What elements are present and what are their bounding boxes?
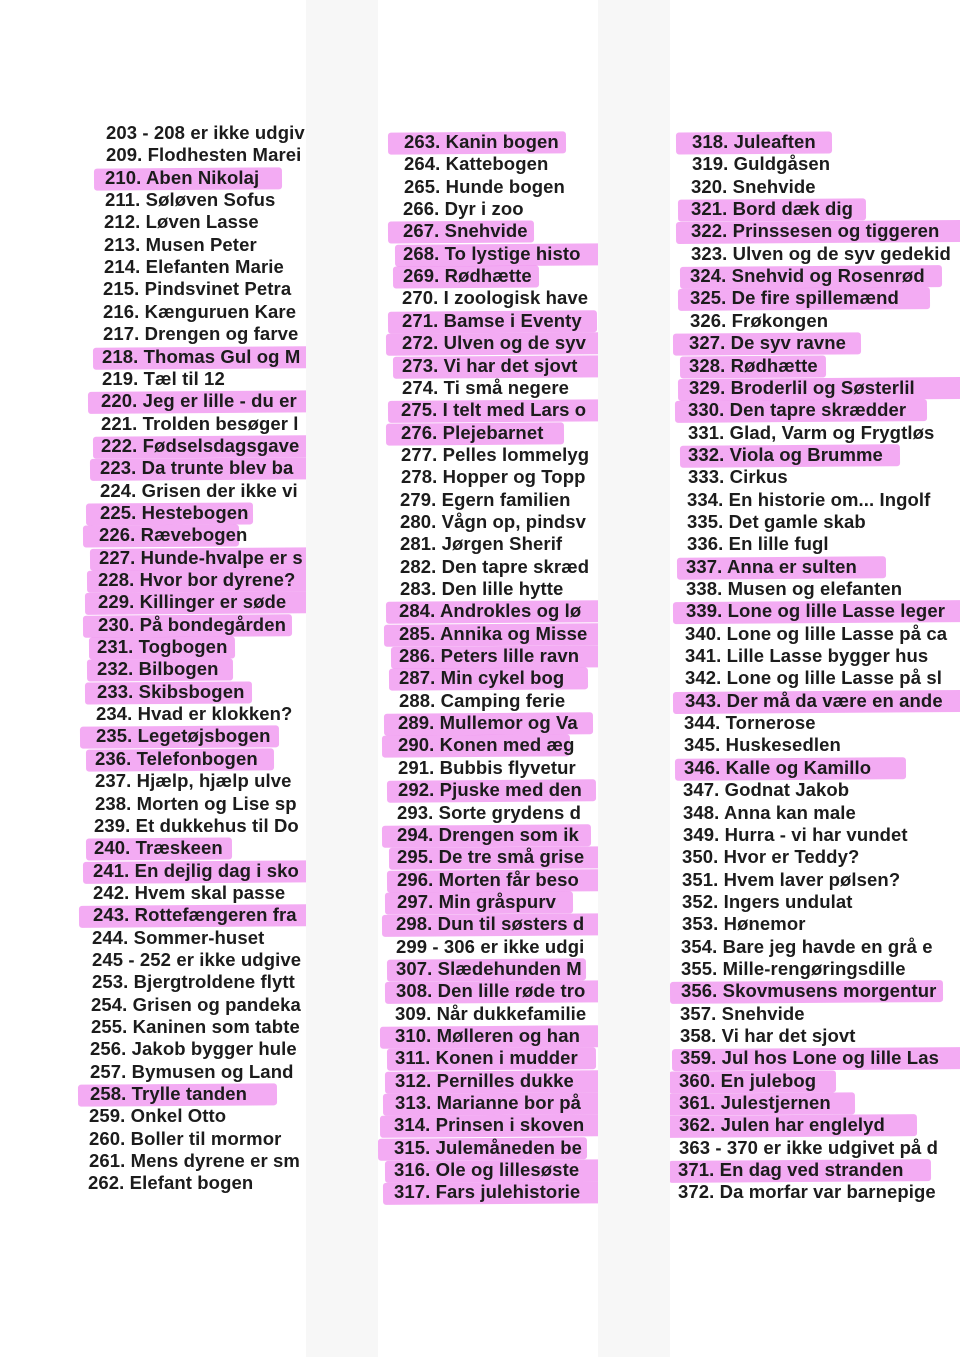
book-entry: 309. Når dukkefamilie xyxy=(395,1003,587,1024)
book-entry: 336. En lille fugl xyxy=(687,533,829,554)
book-entry: 327. De syv ravne xyxy=(689,332,847,353)
book-entry: 230. På bondegården xyxy=(98,614,286,635)
book-entry: 273. Vi har det sjovt xyxy=(402,355,578,376)
book-entry: 267. Snehvide xyxy=(403,220,528,241)
book-entry: 262. Elefant bogen xyxy=(88,1172,254,1193)
book-entry: 264. Kattebogen xyxy=(404,153,549,174)
book-entry: 235. Legetøjsbogen xyxy=(96,725,271,746)
book-entry: 220. Jeg er lille - du er xyxy=(101,390,297,411)
book-entry: 334. En historie om... Ingolf xyxy=(687,489,931,510)
column-strip-1 xyxy=(60,0,306,1357)
book-entry: 289. Mullemor og Va xyxy=(398,712,578,733)
book-entry: 231. Togbogen xyxy=(97,636,228,657)
book-entry: 335. Det gamle skab xyxy=(687,511,866,532)
book-entry: 311. Konen i mudder xyxy=(395,1047,578,1068)
book-entry: 271. Bamse i Eventy xyxy=(402,310,582,331)
book-entry: 286. Peters lille ravn xyxy=(399,645,580,666)
book-entry: 280. Vågn op, pindsv xyxy=(400,511,587,532)
book-entry: 362. Julen har englelyd xyxy=(679,1114,885,1135)
book-entry: 265. Hunde bogen xyxy=(404,176,565,197)
book-entry: 295. De tre små grise xyxy=(397,846,585,867)
book-entry: 349. Hurra - vi har vundet xyxy=(683,824,908,845)
book-entry: 315. Julemåneden be xyxy=(394,1137,583,1158)
book-entry: 232. Bilbogen xyxy=(97,658,219,679)
book-entry: 314. Prinsen i skoven xyxy=(394,1114,585,1135)
book-entry: 343. Der må da være en ande xyxy=(685,690,943,711)
book-entry: 282. Den tapre skræd xyxy=(400,556,590,577)
book-entry: 253. Bjergtroldene flytt xyxy=(92,971,295,992)
book-entry: 296. Morten får beso xyxy=(397,869,579,890)
column-strip-3 xyxy=(670,0,960,1357)
book-entry: 236. Telefonbogen xyxy=(95,748,258,769)
book-entry: 348. Anna kan male xyxy=(683,802,856,823)
book-entry: 326. Frøkongen xyxy=(690,310,829,331)
book-entry: 266. Dyr i zoo xyxy=(403,198,524,219)
book-entry: 257. Bymusen og Land xyxy=(90,1061,294,1082)
book-entry: 328. Rødhætte xyxy=(689,355,818,376)
book-entry: 233. Skibsbogen xyxy=(97,681,245,702)
book-entry: 350. Hvor er Teddy? xyxy=(682,846,860,867)
book-entry: 243. Rottefængeren fra xyxy=(93,904,297,925)
book-entry: 269. Rødhætte xyxy=(403,265,532,286)
book-entry: 263. Kanin bogen xyxy=(404,131,559,152)
book-entry: 259. Onkel Otto xyxy=(89,1105,227,1126)
book-entry: 229. Killinger er søde xyxy=(98,591,287,612)
book-entry: 255. Kaninen som tabte xyxy=(91,1016,300,1037)
book-entry: 227. Hunde-hvalpe er s xyxy=(99,547,303,568)
book-entry: 284. Androkles og lø xyxy=(399,600,582,621)
page-gap xyxy=(598,0,670,1357)
book-entry: 268. To lystige histo xyxy=(403,243,581,264)
book-entry: 371. En dag ved stranden xyxy=(678,1159,904,1180)
book-entry: 290. Konen med æg xyxy=(398,734,575,755)
book-entry: 372. Da morfar var barnepige xyxy=(678,1181,936,1202)
book-entry: 270. I zoologisk have xyxy=(402,287,589,308)
book-entry: 342. Lone og lille Lasse på sl xyxy=(685,667,942,688)
book-entry: 239. Et dukkehus til Do xyxy=(94,815,299,836)
book-entry: 322. Prinssesen og tiggeren xyxy=(691,220,940,241)
book-entry: 320. Snehvide xyxy=(691,176,816,197)
book-entry: 329. Broderlil og Søsterlil xyxy=(689,377,915,398)
book-entry: 354. Bare jeg havde en grå e xyxy=(681,936,933,957)
book-entry: 310. Mølleren og han xyxy=(395,1025,580,1046)
book-entry: 321. Bord dæk dig xyxy=(691,198,854,219)
book-entry: 324. Snehvid og Rosenrød xyxy=(690,265,925,286)
book-entry: 242. Hvem skal passe xyxy=(93,882,286,903)
book-entry: 226. Rævebogen xyxy=(99,524,248,545)
book-entry: 215. Pindsvinet Petra xyxy=(103,278,292,299)
book-entry: 216. Kænguruen Kare xyxy=(103,301,297,322)
book-entry: 313. Marianne bor på xyxy=(395,1092,582,1113)
book-entry: 316. Ole og lillesøste xyxy=(394,1159,580,1180)
book-entry: 256. Jakob bygger hule xyxy=(90,1038,297,1059)
book-entry: 307. Slædehunden M xyxy=(396,958,582,979)
book-entry: 347. Godnat Jakob xyxy=(683,779,850,800)
book-entry: 361. Julestjernen xyxy=(679,1092,831,1113)
book-entry: 261. Mens dyrene er sm xyxy=(89,1150,300,1171)
book-entry: 217. Drengen og farve xyxy=(103,323,299,344)
book-entry: 352. Ingers undulat xyxy=(682,891,853,912)
book-entry: 323. Ulven og de syv gedekid xyxy=(691,243,951,264)
book-entry: 344. Tornerose xyxy=(684,712,816,733)
page-gap xyxy=(306,0,378,1357)
book-entry: 355. Mille-rengøringsdille xyxy=(681,958,906,979)
book-entry: 356. Skovmusens morgentur xyxy=(681,980,937,1001)
book-entry: 359. Jul hos Lone og lille Las xyxy=(680,1047,939,1068)
book-entry: 360. En julebog xyxy=(679,1070,817,1091)
book-entry: 294. Drengen som ik xyxy=(397,824,579,845)
book-entry: 222. Fødselsdagsgave xyxy=(101,435,300,456)
book-entry: 278. Hopper og Topp xyxy=(401,466,586,487)
book-entry: 297. Min gråspurv xyxy=(397,891,557,912)
column-strip-2 xyxy=(378,0,598,1357)
book-entry: 279. Egern familien xyxy=(400,489,571,510)
book-entry: 225. Hestebogen xyxy=(100,502,249,523)
book-entry: 209. Flodhesten Marei xyxy=(106,144,302,165)
book-entry: 308. Den lille røde tro xyxy=(396,980,586,1001)
book-entry: 272. Ulven og de syv xyxy=(402,332,587,353)
book-entry: 332. Viola og Brumme xyxy=(688,444,883,465)
book-entry: 234. Hvad er klokken? xyxy=(96,703,293,724)
book-entry: 240. Træskeen xyxy=(94,837,223,858)
book-entry: 210. Aben Nikolaj xyxy=(105,167,260,188)
book-entry: 254. Grisen og pandeka xyxy=(91,994,301,1015)
book-entry: 211. Søløven Sofus xyxy=(105,189,276,210)
book-entry: 285. Annika og Misse xyxy=(399,623,588,644)
book-entry: 228. Hvor bor dyrene? xyxy=(98,569,296,590)
book-entry: 338. Musen og elefanten xyxy=(686,578,903,599)
book-entry: 317. Fars julehistorie xyxy=(394,1181,581,1202)
book-entry: 283. Den lille hytte xyxy=(400,578,564,599)
book-entry: 238. Morten og Lise sp xyxy=(95,793,297,814)
book-entry: 312. Pernilles dukke xyxy=(395,1070,574,1091)
book-entry: 337. Anna er sulten xyxy=(686,556,857,577)
book-entry: 330. Den tapre skrædder xyxy=(688,399,907,420)
book-entry: 292. Pjuske med den xyxy=(398,779,582,800)
book-entry: 291. Bubbis flyvetur xyxy=(398,757,576,778)
book-entry: 346. Kalle og Kamillo xyxy=(684,757,872,778)
book-entry: 213. Musen Peter xyxy=(104,234,257,255)
book-entry: 341. Lille Lasse bygger hus xyxy=(685,645,929,666)
book-entry: 281. Jørgen Sherif xyxy=(400,533,563,554)
book-entry: 237. Hjælp, hjælp ulve xyxy=(95,770,292,791)
book-entry: 299 - 306 er ikke udgi xyxy=(396,936,585,957)
book-entry: 223. Da trunte blev ba xyxy=(100,457,294,478)
book-entry: 224. Grisen der ikke vi xyxy=(100,480,298,501)
book-entry: 203 - 208 er ikke udgiv xyxy=(106,122,305,143)
book-entry: 333. Cirkus xyxy=(688,466,788,487)
book-entry: 358. Vi har det sjovt xyxy=(680,1025,856,1046)
book-entry: 345. Huskesedlen xyxy=(684,734,841,755)
book-entry: 260. Boller til mormor xyxy=(89,1128,282,1149)
book-entry: 353. Hønemor xyxy=(682,913,806,934)
book-entry: 212. Løven Lasse xyxy=(104,211,259,232)
book-entry: 221. Trolden besøger l xyxy=(101,413,299,434)
book-entry: 331. Glad, Varm og Frygtløs xyxy=(688,422,935,443)
book-entry: 318. Juleaften xyxy=(692,131,816,152)
book-entry: 245 - 252 er ikke udgive xyxy=(92,949,302,970)
book-entry: 274. Ti små negere xyxy=(402,377,570,398)
book-entry: 275. I telt med Lars o xyxy=(401,399,587,420)
book-entry: 219. Tæl til 12 xyxy=(102,368,225,389)
book-entry: 340. Lone og lille Lasse på ca xyxy=(685,623,948,644)
book-entry: 276. Plejebarnet xyxy=(401,422,544,443)
book-entry: 351. Hvem laver pølsen? xyxy=(682,869,901,890)
book-entry: 298. Dun til søsters d xyxy=(396,913,585,934)
book-entry: 258. Trylle tanden xyxy=(90,1083,248,1104)
book-entry: 241. En dejlig dag i sko xyxy=(93,860,299,881)
book-entry: 277. Pelles lommelyg xyxy=(401,444,590,465)
book-entry: 363 - 370 er ikke udgivet på d xyxy=(679,1137,939,1158)
book-entry: 218. Thomas Gul og M xyxy=(102,346,301,367)
book-entry: 357. Snehvide xyxy=(680,1003,805,1024)
book-entry: 288. Camping ferie xyxy=(399,690,566,711)
book-entry: 287. Min cykel bog xyxy=(399,667,565,688)
book-entry: 319. Guldgåsen xyxy=(692,153,831,174)
book-entry: 214. Elefanten Marie xyxy=(104,256,284,277)
book-entry: 339. Lone og lille Lasse leger xyxy=(686,600,946,621)
book-entry: 325. De fire spillemænd xyxy=(690,287,899,308)
book-entry: 293. Sorte grydens d xyxy=(397,802,581,823)
book-entry: 244. Sommer-huset xyxy=(92,927,265,948)
